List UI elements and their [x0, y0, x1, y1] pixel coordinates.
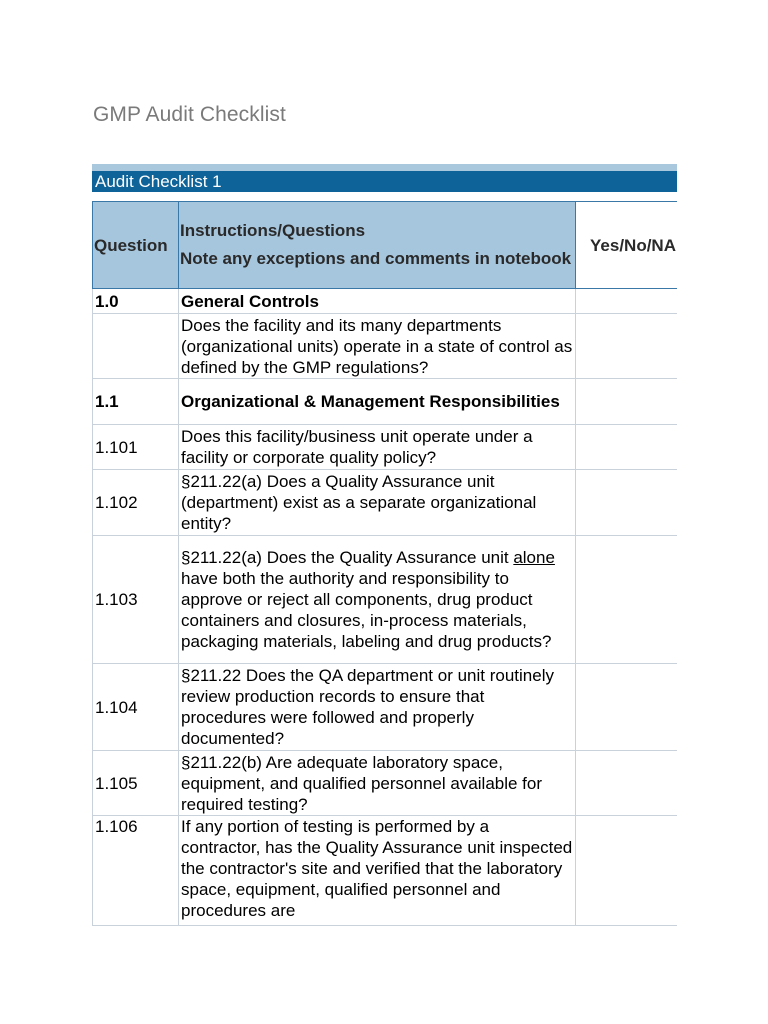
- answer-cell[interactable]: [576, 425, 678, 470]
- row-text: §211.22 Does the QA department or unit routinely review production records to ensure that procedures were followed and properly documented?: [179, 664, 576, 751]
- row-number: 1.104: [93, 664, 179, 751]
- header-question: Question: [93, 202, 179, 289]
- header-row: [93, 202, 678, 289]
- row-text: [179, 536, 576, 664]
- header-answer: Yes/No/NA: [576, 202, 678, 289]
- table-row: [93, 536, 678, 664]
- row-text-underlined: alone: [513, 548, 555, 567]
- row-number: 1.101: [93, 425, 179, 470]
- answer-cell[interactable]: [576, 751, 678, 816]
- answer-cell[interactable]: [576, 289, 678, 314]
- table-row: [93, 664, 678, 751]
- row-number: 1.103: [93, 536, 179, 664]
- row-text: If any portion of testing is performed by a contractor, has the Quality Assurance unit inspected the contractor's site and verified that the laboratory space, equipment, qualified personnel and procedures are: [179, 816, 576, 926]
- row-number: [93, 314, 179, 379]
- document-title: GMP Audit Checklist: [93, 103, 286, 126]
- row-number: 1.106: [93, 816, 179, 926]
- row-text: General Controls: [179, 289, 576, 314]
- row-text: §211.22(b) Are adequate laboratory space, equipment, and qualified personnel available for required testing?: [179, 751, 576, 816]
- checklist-grid: [92, 201, 677, 926]
- table-row: [93, 289, 678, 314]
- table-row: [93, 379, 678, 425]
- table-spacer: [92, 192, 677, 201]
- table-top-strip: [92, 164, 677, 171]
- row-number: 1.102: [93, 470, 179, 536]
- answer-cell[interactable]: [576, 536, 678, 664]
- answer-cell[interactable]: [576, 470, 678, 536]
- table-row: [93, 314, 678, 379]
- header-instructions-note: Note any exceptions and comments in notebook: [180, 249, 572, 268]
- row-text: §211.22(a) Does a Quality Assurance unit (department) exist as a separate organizational entity?: [179, 470, 576, 536]
- row-text-before: §211.22(a) Does the Quality Assurance unit: [181, 548, 514, 567]
- answer-cell[interactable]: [576, 314, 678, 379]
- table-row: [93, 816, 678, 926]
- row-text: Does this facility/business unit operate under a facility or corporate quality policy?: [179, 425, 576, 470]
- audit-checklist-table: [92, 164, 677, 926]
- row-text-after: have both the authority and responsibility to approve or reject all components, drug product containers and closures, in-process materials, packaging materials, labeling and drug products?: [181, 569, 552, 651]
- row-number: 1.105: [93, 751, 179, 816]
- checklist-title-bar: Audit Checklist 1: [92, 171, 677, 192]
- answer-cell[interactable]: [576, 379, 678, 425]
- header-instructions-title: Instructions/Questions: [180, 221, 366, 240]
- answer-cell[interactable]: [576, 664, 678, 751]
- header-instructions: [179, 202, 576, 289]
- answer-cell[interactable]: [576, 816, 678, 926]
- row-text: Organizational & Management Responsibilities: [179, 379, 576, 425]
- table-row: [93, 470, 678, 536]
- row-text: Does the facility and its many departments (organizational units) operate in a state of control as defined by the GMP regulations?: [179, 314, 576, 379]
- row-number: 1.0: [93, 289, 179, 314]
- row-number: 1.1: [93, 379, 179, 425]
- table-row: [93, 751, 678, 816]
- table-row: [93, 425, 678, 470]
